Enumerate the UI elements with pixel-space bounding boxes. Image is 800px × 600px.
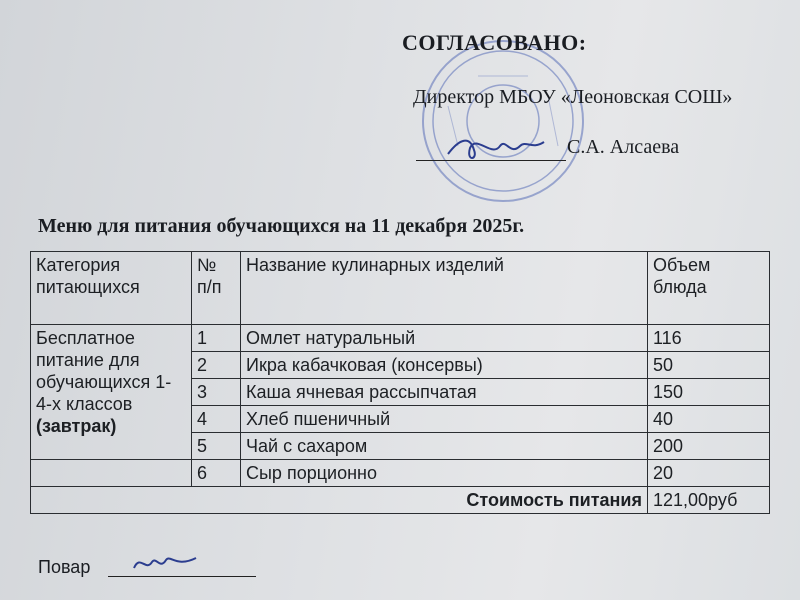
- director-signature-icon: [440, 128, 550, 168]
- row-dish: Чай с сахаром: [241, 433, 648, 460]
- total-label: Стоимость питания: [31, 487, 648, 514]
- total-value: 121,00руб: [648, 487, 770, 514]
- menu-title: Меню для питания обучающихся на 11 декабря 2025г.: [38, 215, 525, 237]
- row-number: 3: [192, 379, 241, 406]
- official-stamp-icon: [418, 36, 588, 206]
- row-dish: Хлеб пшеничный: [241, 406, 648, 433]
- header-category: Категория питающихся: [31, 252, 192, 325]
- approval-title: СОГЛАСОВАНО:: [402, 30, 587, 55]
- row-number: 2: [192, 352, 241, 379]
- row-number: 5: [192, 433, 241, 460]
- empty-category-cell: [31, 460, 192, 487]
- row-volume: 150: [648, 379, 770, 406]
- row-number: 1: [192, 325, 241, 352]
- header-number: № п/п: [192, 252, 241, 325]
- category-meal: (завтрак): [36, 416, 117, 436]
- row-dish: Каша ячневая рассыпчатая: [241, 379, 648, 406]
- row-dish: Омлет натуральный: [241, 325, 648, 352]
- table-row: [31, 325, 770, 352]
- table-row: [31, 460, 770, 487]
- row-number: 6: [192, 460, 241, 487]
- cook-signature-icon: [130, 550, 200, 578]
- row-dish: Сыр порционно: [241, 460, 648, 487]
- row-volume: 50: [648, 352, 770, 379]
- category-text: Бесплатное питание для обучающихся 1-4-х классов: [36, 328, 172, 414]
- row-dish: Икра кабачковая (консервы): [241, 352, 648, 379]
- category-cell: [31, 325, 192, 460]
- row-volume: 116: [648, 325, 770, 352]
- row-number: 4: [192, 406, 241, 433]
- row-volume: 200: [648, 433, 770, 460]
- director-name: С.А. Алсаева: [567, 136, 680, 158]
- table-header-row: [31, 252, 770, 325]
- row-volume: 20: [648, 460, 770, 487]
- row-volume: 40: [648, 406, 770, 433]
- header-dish: Название кулинарных изделий: [241, 252, 648, 325]
- director-position: Директор МБОУ «Леоновская СОШ»: [413, 86, 733, 108]
- total-row: [31, 487, 770, 514]
- menu-table: [30, 251, 770, 514]
- header-volume: Объем блюда: [648, 252, 770, 325]
- cook-label: Повар: [38, 557, 91, 577]
